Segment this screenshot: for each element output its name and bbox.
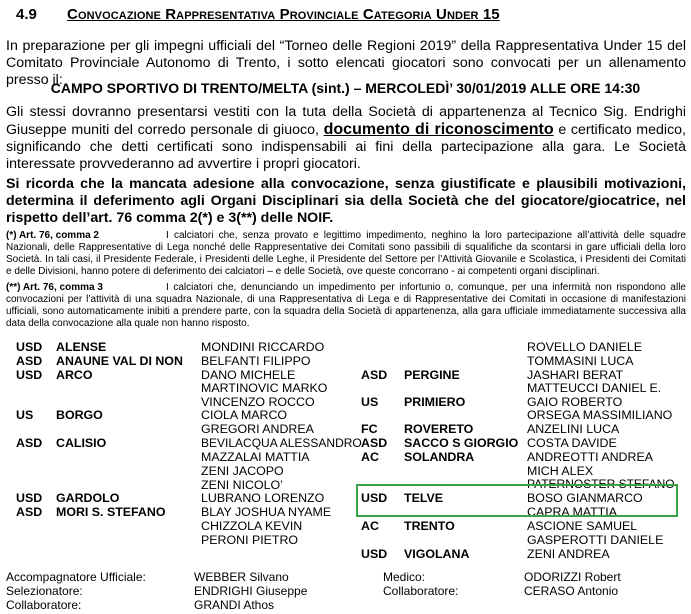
player-name: LUBRANO LORENZO	[201, 491, 325, 505]
club-type: US	[16, 408, 34, 422]
player-name: BLAY JOSHUA NYAME	[201, 505, 332, 519]
club-type: AC	[361, 519, 379, 533]
club-name: CALISIO	[56, 436, 107, 450]
club-type: USD	[16, 368, 43, 382]
section-heading	[16, 6, 500, 23]
player-name: TOMMASINI LUCA	[527, 354, 634, 368]
player-name: MAZZALAI MATTIA	[201, 450, 310, 464]
player-name: MATTEUCCI DANIEL E.	[527, 381, 662, 395]
club-type: ASD	[16, 354, 43, 368]
staff-name: ENDRIGHI Giuseppe	[194, 584, 308, 598]
club-name: MORI S. STEFANO	[56, 505, 166, 519]
player-name: ZENI ANDREA	[527, 547, 610, 561]
staff-role: Collaboratore:	[383, 584, 459, 598]
player-name: MONDINI RICCARDO	[201, 340, 325, 354]
staff-role: Medico:	[383, 570, 426, 584]
player-name: ZENI NICOLO’	[201, 478, 283, 492]
club-name: VIGOLANA	[404, 547, 470, 561]
player-name: PATERNOSTER STEFANO	[527, 477, 675, 491]
section-title: Convocazione Rappresentativa Provinciale Categoria Under 15	[67, 6, 500, 23]
venue-line: CAMPO SPORTIVO DI TRENTO/MELTA (sint.) – MERCOLEDÌ’ 30/01/2019 ALLE ORE 14:30	[50, 80, 641, 96]
club-name: TRENTO	[404, 519, 455, 533]
staff-name: ODORIZZI Robert	[524, 570, 621, 584]
player-name: BELFANTI FILIPPO	[201, 354, 311, 368]
club-name: ROVERETO	[404, 422, 474, 436]
staff-name: CERASO Antonio	[524, 584, 619, 598]
instructions-part2: e certificato medico, significando che detti certificati sono indispensabili ai fini della partecipazione alla gara. Le Società interessate provvederanno ad avvertire i propri giocatori.	[6, 122, 686, 172]
club-name: SACCO S GIORGIO	[404, 436, 519, 450]
club-name: GARDOLO	[56, 491, 120, 505]
staff-name: WEBBER Silvano	[194, 570, 289, 584]
club-type: USD	[16, 491, 43, 505]
club-type: USD	[361, 491, 388, 505]
document-requirement: documento di riconoscimento	[323, 121, 554, 138]
club-name: PERGINE	[404, 368, 460, 382]
club-name: ANAUNE VAL DI NON	[56, 354, 183, 368]
player-name: CAPRA MATTIA	[527, 505, 617, 519]
player-name: ZENI JACOPO	[201, 464, 284, 478]
player-name: MARTINOVIC MARKO	[201, 381, 328, 395]
player-name: BEVILACQUA ALESSANDRO	[201, 436, 362, 450]
club-type: USD	[16, 340, 43, 354]
player-name: DANO MICHELE	[201, 368, 296, 382]
club-type: ASD	[361, 436, 388, 450]
player-name: COSTA DAVIDE	[527, 436, 617, 450]
player-name: JASHARI BERAT	[527, 368, 624, 382]
player-name: ANDREOTTI ANDREA	[527, 450, 653, 464]
player-name: GASPEROTTI DANIELE	[527, 533, 664, 547]
club-name: ALENSE	[56, 340, 107, 354]
club-type: FC	[361, 422, 378, 436]
player-name: MICH ALEX	[527, 464, 594, 478]
club-type: ASD	[361, 368, 388, 382]
club-name: BORGO	[56, 408, 103, 422]
note-label: (*) Art. 76, comma 2	[6, 230, 99, 241]
player-name: ROVELLO DANIELE	[527, 340, 643, 354]
player-name: CIOLA MARCO	[201, 408, 288, 422]
club-type: ASD	[16, 436, 43, 450]
instructions-part1: Gli stessi dovranno presentarsi vestiti con la tuta della Società di appartenenza al Tecnico Sig. Endrighi Giuseppe muniti del corredo personale di giuoco,	[6, 104, 686, 138]
player-name: ORSEGA MASSIMILIANO	[527, 408, 673, 422]
note-text: I calciatori che, denunciando un impedimento per infortunio o, comunque, per una infermità non rispondono alle convocazioni per l’attività di una squadra Nazionale, di una Rappresentativa di Lega e di Rappresentative dei Comitati in occasione di manifestazioni ufficiali, sono automaticamente inibiti a prendere parte, con la squadra della Società di appartenenza, alla gara ufficiale immediatamente successiva alla data della convocazione alla quale non hanno risposto.	[6, 282, 686, 329]
player-name: CHIZZOLA KEVIN	[201, 519, 303, 533]
instructions-paragraph	[6, 104, 686, 173]
club-type: USD	[361, 547, 388, 561]
staff-role: Accompagnatore Ufficiale:	[6, 570, 146, 584]
staff-role: Selezionatore:	[6, 584, 83, 598]
intro-paragraph: In preparazione per gli impegni ufficiali del “Torneo delle Regioni 2019” della Rappresentativa Under 15 del Comitato Provinciale Autonomo di Trento, i sotto elencati giocatori sono convocati per un allenamento presso il:	[6, 38, 686, 88]
note-comma-2	[6, 230, 686, 278]
club-type: ASD	[16, 505, 43, 519]
player-name: VINCENZO ROCCO	[201, 395, 315, 409]
player-name: PERONI PIETRO	[201, 533, 299, 547]
note-label: (**) Art. 76, comma 3	[6, 282, 103, 293]
section-number: 4.9	[16, 6, 37, 23]
club-type: AC	[361, 450, 379, 464]
club-type: US	[361, 395, 379, 409]
player-name: GAIO ROBERTO	[527, 395, 623, 409]
club-name: ARCO	[56, 368, 93, 382]
player-name: ASCIONE SAMUEL	[527, 519, 638, 533]
note-comma-3	[6, 282, 686, 330]
note-text: I calciatori che, senza provato e legittimo impedimento, neghino la loro partecipazione all’attività delle squadre Nazionali, delle Rappresentative di Lega nonché delle Rappresentative dei Comitati sono passibili di squalifiche da scontarsi in gare ufficiali della loro Società. In tali casi, il Presidente Federale, i Presidenti delle Leghe, il Presidente del Settore per l’Attività Giovanile e Scolastica, i Presidenti dei Comitati e delle Divisioni, hanno potere di deferimento dei calciatori – e delle Società, ove queste concorrano - ai competenti organi disciplinari.	[6, 230, 686, 277]
player-name: ANZELINI LUCA	[527, 422, 620, 436]
club-name: TELVE	[404, 491, 444, 505]
staff-name: GRANDI Athos	[194, 598, 275, 612]
player-name: GREGORI ANDREA	[201, 422, 314, 436]
staff-role: Collaboratore:	[6, 598, 82, 612]
highlight-box	[356, 484, 678, 517]
club-name: PRIMIERO	[404, 395, 466, 409]
club-name: SOLANDRA	[404, 450, 475, 464]
player-name: BOSO GIANMARCO	[527, 491, 643, 505]
warning-paragraph: Si ricorda che la mancata adesione alla convocazione, senza giustificate e plausibili motivazioni, determina il deferimento agli Organi Disciplinari sia della Società che del giocatore/giocatrice, nel rispetto dell’art. 76 comma 2(*) e 3(**) delle NOIF.	[6, 176, 686, 226]
